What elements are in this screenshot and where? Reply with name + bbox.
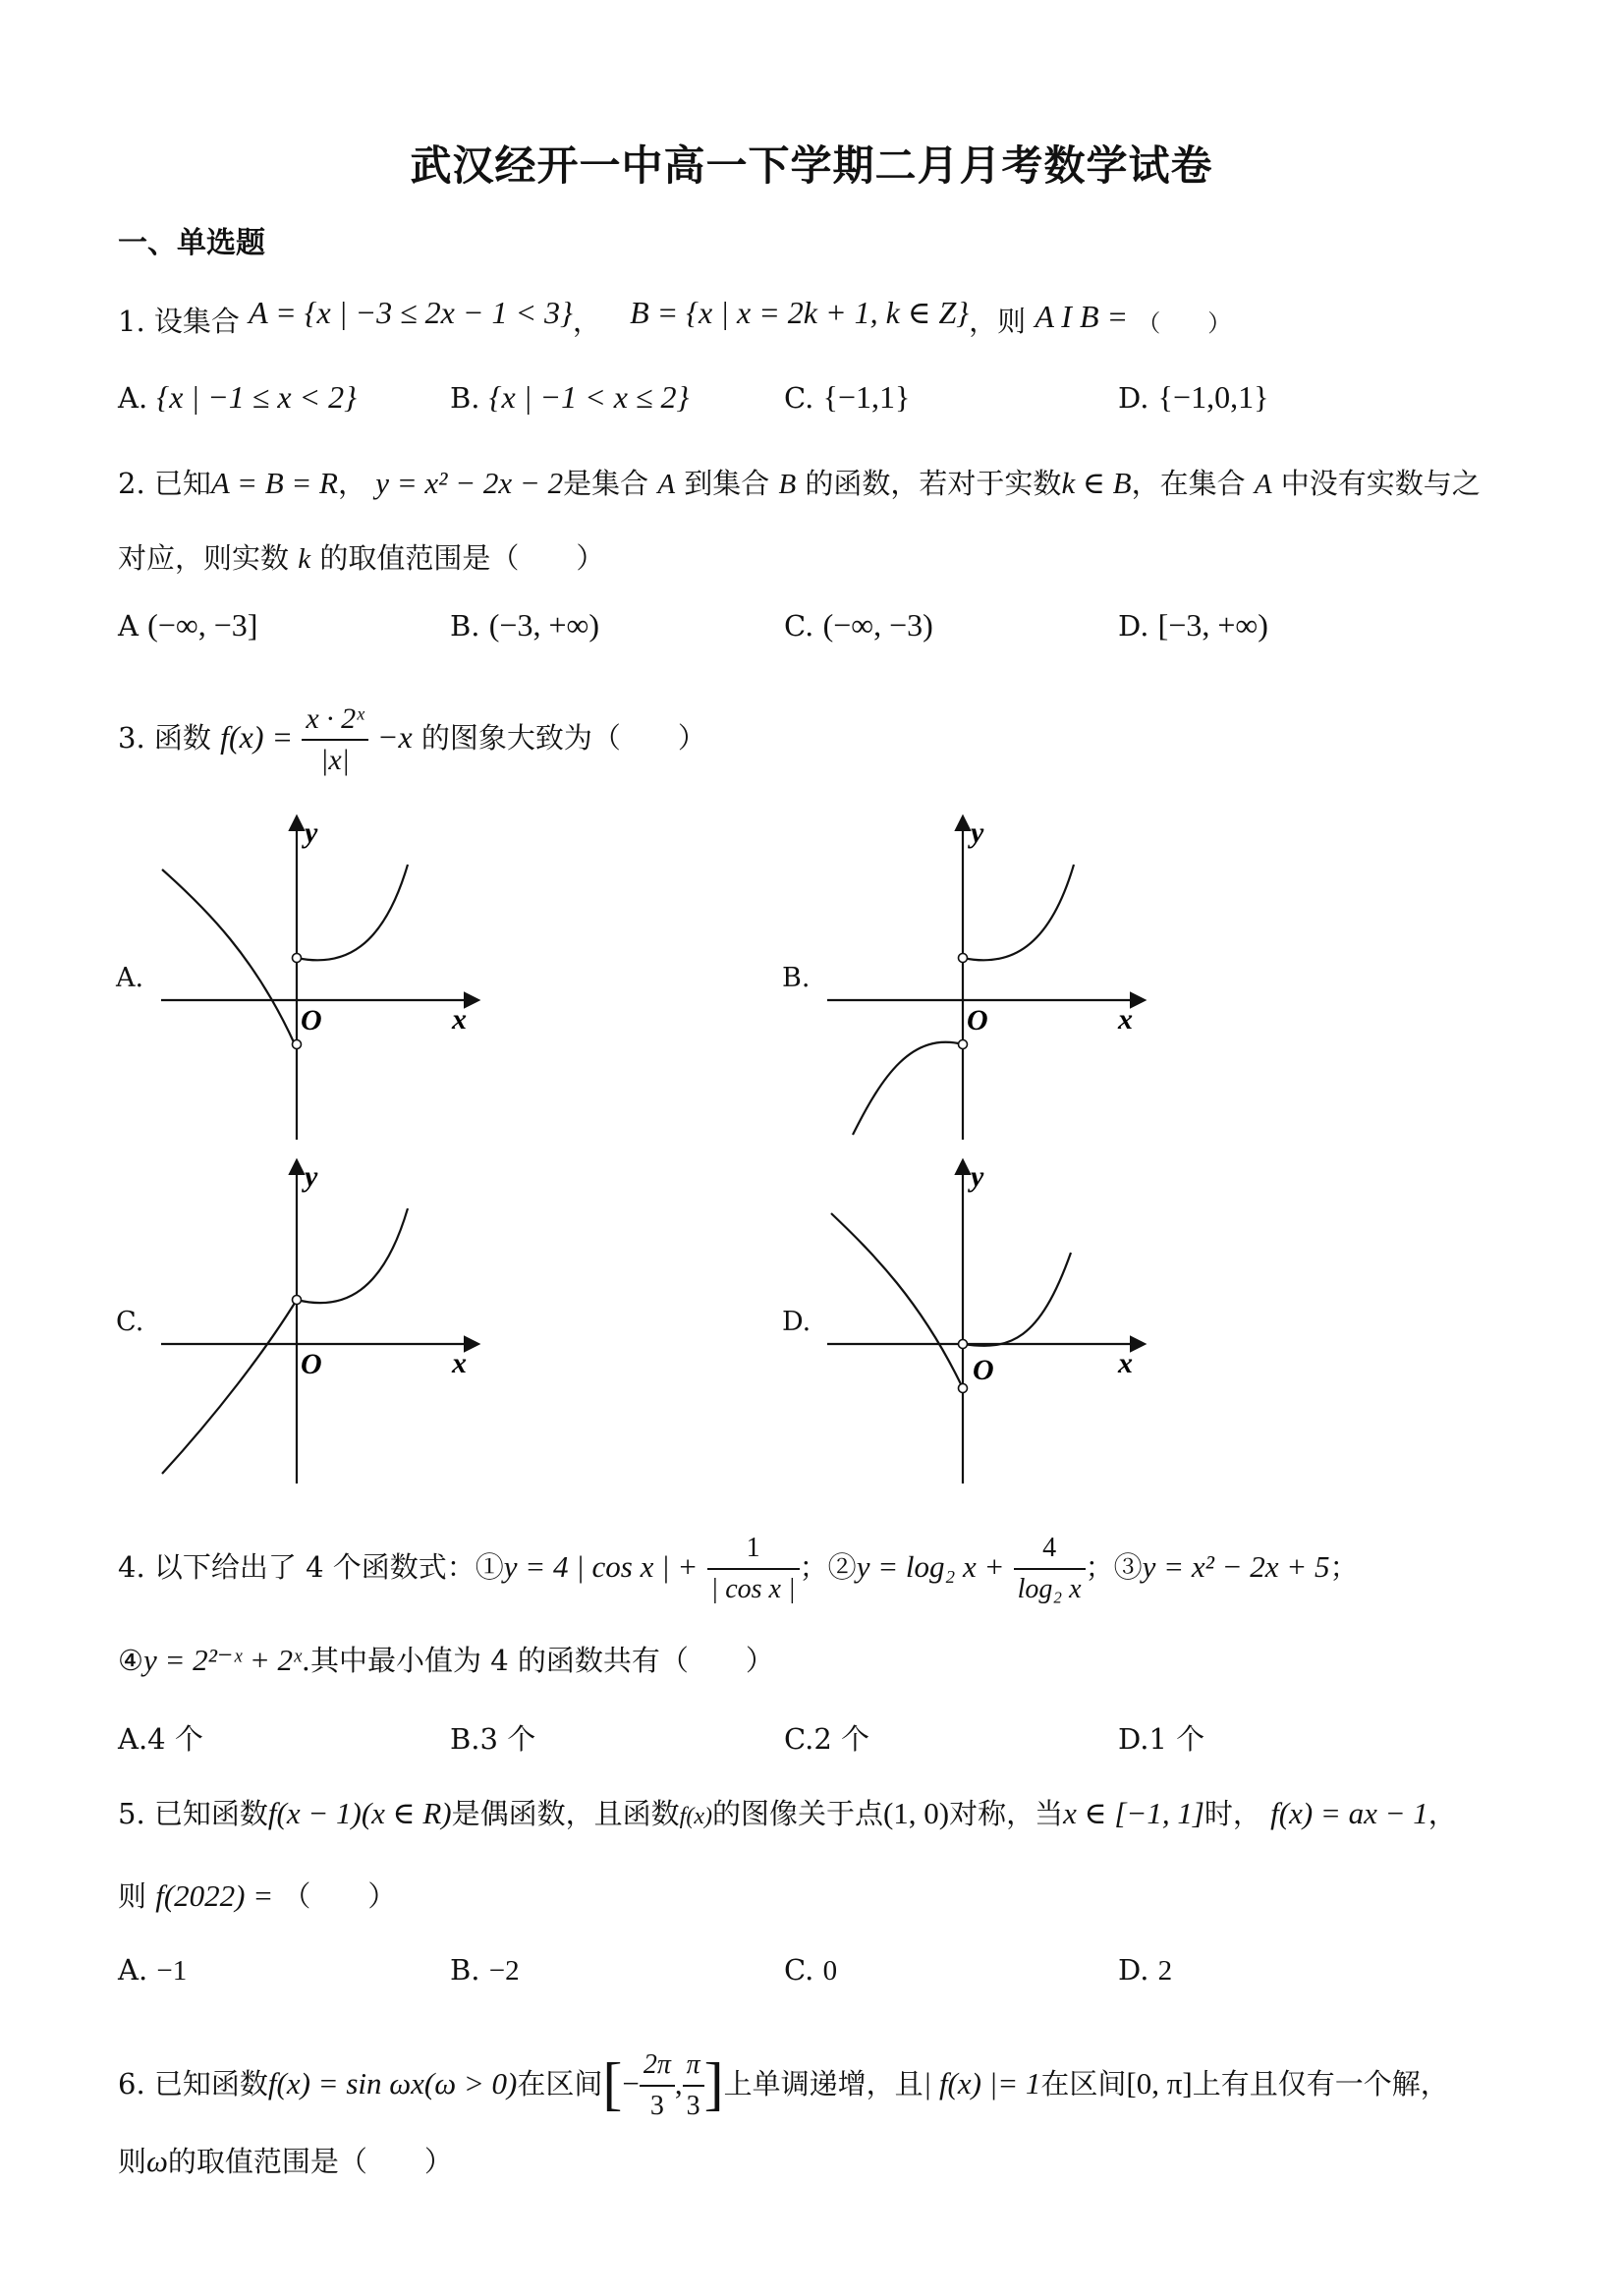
curve-right: [963, 865, 1074, 960]
open-point-top: [959, 954, 968, 963]
curve-right: [297, 865, 408, 960]
open-point: [293, 1296, 302, 1305]
question-5-line-2: 则 f(2022) = （ ）: [118, 1878, 397, 1913]
page-title: 武汉经开一中高一下学期二月月考数学试卷: [410, 141, 1213, 190]
curve-right: [297, 1208, 408, 1303]
curve-left: [162, 1300, 297, 1474]
open-point-bottom: [293, 1040, 302, 1049]
question-2-line-2: 对应，则实数 k 的取值范围是（ ）: [118, 541, 605, 575]
q2-option-b: B. (−3, +∞): [450, 607, 599, 643]
graph-d: [813, 1154, 1157, 1488]
curve-left: [853, 1042, 963, 1135]
q1-expr: A I B =: [1035, 299, 1129, 334]
question-2-line-1: 2. 已知A = B = R， y = x² − 2x − 2是集合 A 到集合 B 的函数，若对于实数k ∈ B，在集合 A 中没有实数与之: [118, 466, 1481, 500]
y-axis-label: y: [305, 816, 318, 849]
question-4-line-1: 4. 以下给出了 4 个函数式：①y = 4 | cos x | + $\frac{1}{\text{| cos x |}}$ ；②y = log₂ x + $\frac{4}{\text{log₂ x}}$ ；③y = x² − 2x + 5；: [118, 1529, 1359, 1609]
y-axis-label: y: [971, 816, 984, 849]
origin-label: O: [301, 1004, 322, 1036]
q5-option-d: D. 2: [1118, 1953, 1173, 1987]
curve-right: [963, 1253, 1071, 1346]
q1-sep: ，: [572, 305, 601, 338]
q1-option-a: A. {x | −1 ≤ x < 2}: [118, 379, 357, 415]
q2-option-a: A (−∞, −3]: [118, 607, 258, 643]
q3-frac-num: x · 2ˣ: [302, 700, 367, 741]
origin-label: O: [301, 1348, 322, 1380]
origin-label: O: [973, 1354, 994, 1386]
q1-option-d: D. {−1,0,1}: [1118, 379, 1269, 415]
question-3: 3. 函数 f(x) = $\frac{\text{x · 2ˣ}}{|x|}$ −x 的图象大致为（ ）: [118, 700, 706, 780]
q3-frac-den: |x|: [320, 744, 350, 776]
question-4-line-2: ④y = 2²⁻ˣ + 2ˣ.其中最小值为 4 的函数共有（ ）: [118, 1643, 774, 1677]
x-axis-label: x: [1118, 1347, 1133, 1379]
q5-option-c: C. 0: [784, 1953, 838, 1987]
graph-a: [147, 811, 491, 1145]
x-axis-label: x: [452, 1347, 467, 1379]
origin-label: O: [967, 1004, 988, 1036]
q1-paren: （ ）: [1137, 309, 1232, 337]
y-axis-label: y: [971, 1160, 984, 1193]
question-6-line-2: 则ω的取值范围是（ ）: [118, 2144, 453, 2178]
q4-option-b: B.3 个: [450, 1722, 536, 1756]
q1-number: 1.: [118, 305, 145, 338]
q1-option-b: B. {x | −1 < x ≤ 2}: [450, 379, 690, 415]
graph-d-letter: D.: [782, 1307, 812, 1337]
open-point-bottom: [959, 1040, 968, 1049]
graph-b: [813, 811, 1157, 1145]
curve-left: [831, 1213, 963, 1388]
graph-b-letter: B.: [782, 963, 811, 993]
question-1: [118, 295, 1232, 343]
curve-left: [162, 869, 295, 1044]
question-5-line-1: 5. 已知函数f(x − 1)(x ∈ R)是偶函数，且函数f(x)的图像关于点(1, 0)对称，当x ∈ [−1, 1]时， f(x) = ax − 1，: [118, 1796, 1457, 1830]
y-axis-label: y: [305, 1160, 318, 1193]
section-heading: 一、单选题: [118, 226, 265, 260]
q1-suffix: ，则: [969, 305, 1027, 338]
q4-option-a: A.4 个: [118, 1722, 203, 1756]
open-point-top: [293, 954, 302, 963]
graph-a-letter: A.: [116, 963, 144, 993]
q5-option-a: A. −1: [118, 1953, 188, 1987]
x-axis-label: x: [1118, 1003, 1133, 1036]
q1-prefix: 设集合: [153, 305, 240, 338]
x-axis-label: x: [452, 1003, 467, 1036]
open-point-top: [959, 1340, 968, 1349]
graph-c-letter: C.: [116, 1307, 144, 1337]
q5-option-b: B. −2: [450, 1953, 520, 1987]
q4-option-c: C.2 个: [784, 1722, 870, 1756]
open-point-bottom: [959, 1384, 968, 1393]
question-6-line-1: 6. 已知函数f(x) = sin ωx(ω > 0)在区间[− $\frac{2\pi}{3}$ , $\frac{\pi}{3}$ ]上单调递增，且| f(x) |= 1在区间[0, π]上有且仅有一个解，: [118, 2045, 1449, 2126]
q1-set-b: B = {x | x = 2k + 1, k ∈ Z}: [630, 295, 970, 330]
q2-option-d: D. [−3, +∞): [1118, 607, 1268, 643]
q1-set-a: A = {x | −3 ≤ 2x − 1 < 3}: [249, 295, 573, 330]
q1-option-c: C. {−1,1}: [784, 379, 911, 415]
graph-c: [147, 1154, 491, 1488]
q4-option-d: D.1 个: [1118, 1722, 1205, 1756]
q2-option-c: C. (−∞, −3): [784, 607, 933, 643]
